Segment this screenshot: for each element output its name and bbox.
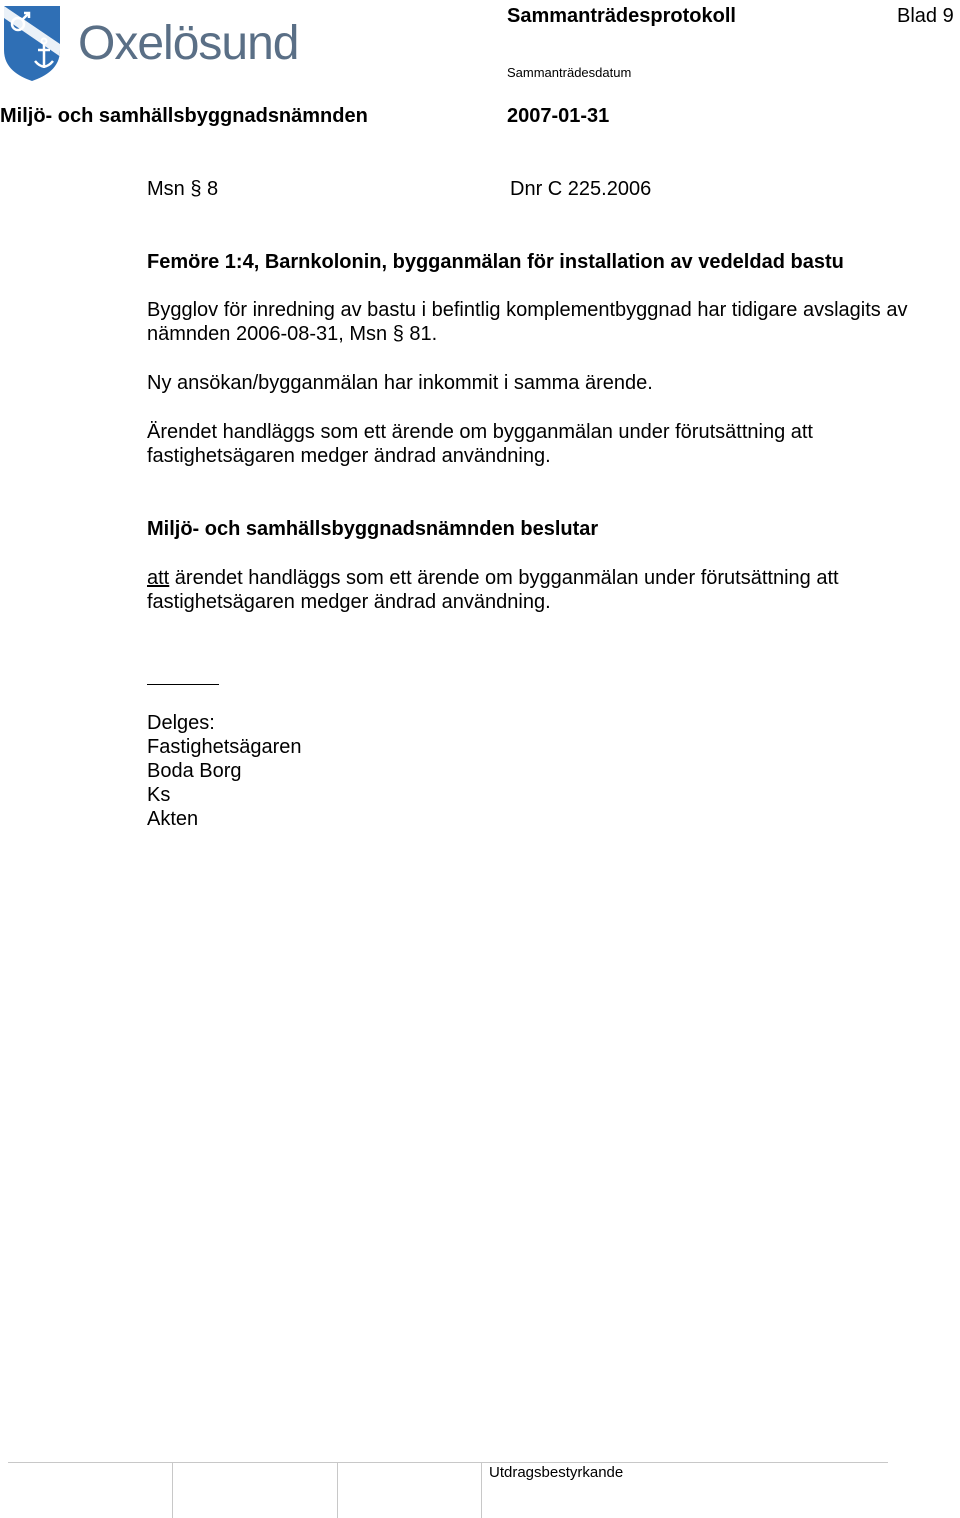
distribution-label: Delges: xyxy=(147,712,215,734)
certification-label: Utdragsbestyrkande xyxy=(489,1464,624,1481)
document-type: Sammanträdesprotokoll xyxy=(507,5,736,27)
decision-heading: Miljö- och samhällsbyggnadsnämnden beslutar xyxy=(147,518,599,540)
registration-number: Dnr C 225.2006 xyxy=(510,178,652,200)
meeting-date: 2007-01-31 xyxy=(507,105,610,127)
body-paragraph: Ärendet handläggs som ett ärende om bygganmälan under förutsättning att fastighetsägaren medger ändrad användning. xyxy=(147,421,813,467)
distribution-list xyxy=(147,711,302,831)
decision-body: ärendet handläggs som ett ärende om bygganmälan under förutsättning att fastighetsägaren medger ändrad användning. xyxy=(147,567,839,613)
decision-text xyxy=(147,566,947,614)
item-title: Femöre 1:4, Barnkolonin, bygganmälan för installation av vedeldad bastu xyxy=(147,251,844,273)
body-paragraph: Ny ansökan/bygganmälan har inkommit i samma ärende. xyxy=(147,372,653,394)
divider xyxy=(147,684,219,685)
page-number: Blad 9 xyxy=(897,5,954,27)
meeting-date-label: Sammanträdesdatum xyxy=(507,65,632,80)
paragraph-number: Msn § 8 xyxy=(147,178,219,200)
distribution-recipient: Ks xyxy=(147,784,171,806)
footer-signature-box-divider xyxy=(481,1462,482,1518)
distribution-recipient: Fastighetsägaren xyxy=(147,736,302,758)
distribution-recipient: Boda Borg xyxy=(147,760,242,782)
oxelosund-coat-of-arms-logo xyxy=(2,4,62,82)
committee-name: Miljö- och samhällsbyggnadsnämnden xyxy=(0,105,368,127)
footer-rule xyxy=(8,1462,888,1463)
distribution-recipient: Akten xyxy=(147,808,199,830)
footer-signature-box-divider xyxy=(337,1462,338,1518)
logo-wordmark: Oxelösund xyxy=(78,17,299,70)
body-paragraph: Bygglov för inredning av bastu i befintlig komplementbyggnad har tidigare avslagits av nämnden 2006-08-31, Msn § 81. xyxy=(147,299,908,345)
footer-signature-box-divider xyxy=(172,1462,173,1518)
decision-keyword: att xyxy=(147,567,170,589)
